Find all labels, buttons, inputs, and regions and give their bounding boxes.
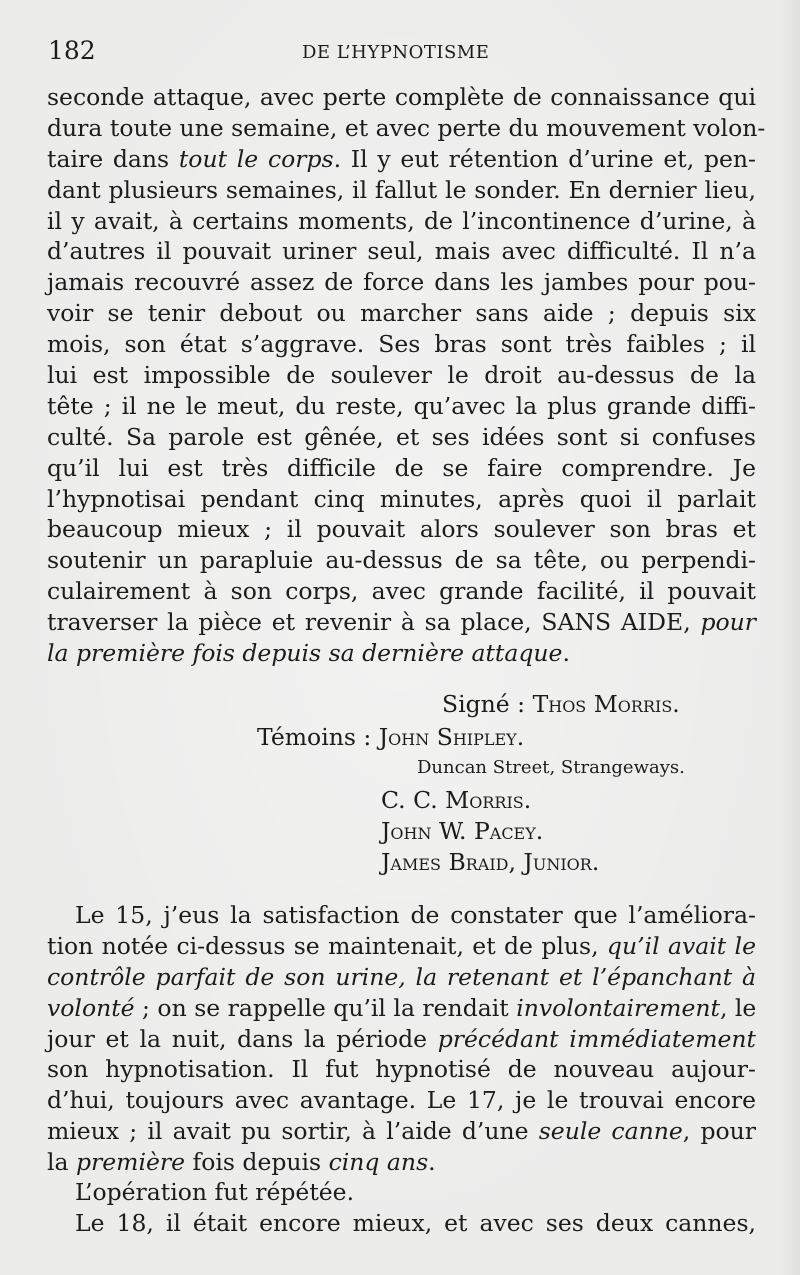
text-line: la première fois depuis cinq ans. xyxy=(47,1148,436,1177)
text-line: la première fois depuis sa dernière attaque. xyxy=(47,639,570,668)
paragraph-2 xyxy=(47,900,756,1178)
text-line: lui est impossible de soulever le droit au-dessus de la xyxy=(47,361,756,390)
text-line: d’autres il pouvait uriner seul, mais avec difficulté. Il n’a xyxy=(47,237,756,266)
page-edge-shadow xyxy=(778,0,800,1275)
text-line: son hypnotisation. Il fut hypnotisé de nouveau aujour- xyxy=(47,1055,756,1084)
text-line: tête ; il ne le meut, du reste, qu’avec la plus grande diffi- xyxy=(47,391,756,420)
signer-name: Thos Morris. xyxy=(532,690,680,718)
text-line: mieux ; il avait pu sortir, à l’aide d’une seule canne, pour xyxy=(47,1117,756,1146)
text-line: il y avait, à certains moments, de l’incontinence d’urine, à xyxy=(47,206,756,235)
text-line: tion notée ci-dessus se maintenait, et de plus, qu’il avait le xyxy=(47,931,756,960)
page-header xyxy=(40,36,760,68)
text-line: l’hypnotisai pendant cinq minutes, après quoi il parlait xyxy=(47,484,756,513)
text-line: dura toute une semaine, et avec perte du mouvement volon- xyxy=(47,113,766,142)
running-title: DE L’HYPNOTISME xyxy=(302,42,490,63)
text-line: culairement à son corps, avec grande facilité, il pouvait xyxy=(47,577,756,606)
paragraph-1 xyxy=(47,82,766,669)
text-line: seconde attaque, avec perte complète de connaissance qui xyxy=(47,83,756,111)
text-line: dant plusieurs semaines, il fallut le sonder. En dernier lieu, xyxy=(47,175,756,204)
text-line: traverser la pièce et revenir à sa place, SANS AIDE, pour xyxy=(47,608,757,637)
witness-name: John W. Pacey. xyxy=(381,817,544,845)
witnesses-line: Témoins : John Shipley. xyxy=(257,723,525,751)
witness-name: C. C. Morris. xyxy=(381,786,532,814)
text-line: Le 15, j’eus la satisfaction de constater que l’améliora- xyxy=(75,901,756,929)
text-line: qu’il lui est très difficile de se faire comprendre. Je xyxy=(47,453,756,482)
text-line: mois, son état s’aggrave. Ses bras sont très faibles ; il xyxy=(47,330,756,359)
text-line: volonté ; on se rappelle qu’il la rendait involontairement, le xyxy=(47,993,757,1022)
text-line: voir se tenir debout ou marcher sans aide ; depuis six xyxy=(47,299,756,328)
page-number: 182 xyxy=(48,36,96,65)
witness-address: Duncan Street, Strangeways. xyxy=(417,757,685,778)
text-line: L’opération fut répétée. xyxy=(75,1178,355,1206)
text-line: culté. Sa parole est gênée, et ses idées sont si confuses xyxy=(47,422,756,451)
text-line: beaucoup mieux ; il pouvait alors soulever son bras et xyxy=(47,515,756,544)
paragraph-3 xyxy=(47,1177,756,1208)
text-line: soutenir un parapluie au-dessus de sa tête, ou perpendi- xyxy=(47,546,756,575)
text-line: contrôle parfait de son urine, la retenant et l’épanchant à xyxy=(47,962,756,991)
text-line: jamais recouvré assez de force dans les jambes pour pou- xyxy=(47,268,756,297)
signature-line: Signé : Thos Morris. xyxy=(442,690,680,718)
text-line: Le 18, il était encore mieux, et avec ses deux cannes, xyxy=(75,1209,756,1237)
witness-name: James Braid, Junior. xyxy=(381,848,600,876)
witness-name: John Shipley. xyxy=(378,723,525,751)
text-line: d’hui, toujours avec avantage. Le 17, je le trouvai encore xyxy=(47,1086,756,1115)
paragraph-4 xyxy=(47,1208,756,1239)
text-line: taire dans tout le corps. Il y eut rétention d’urine et, pen- xyxy=(47,144,756,173)
text-line: jour et la nuit, dans la période précédant immédiatement xyxy=(47,1024,756,1053)
